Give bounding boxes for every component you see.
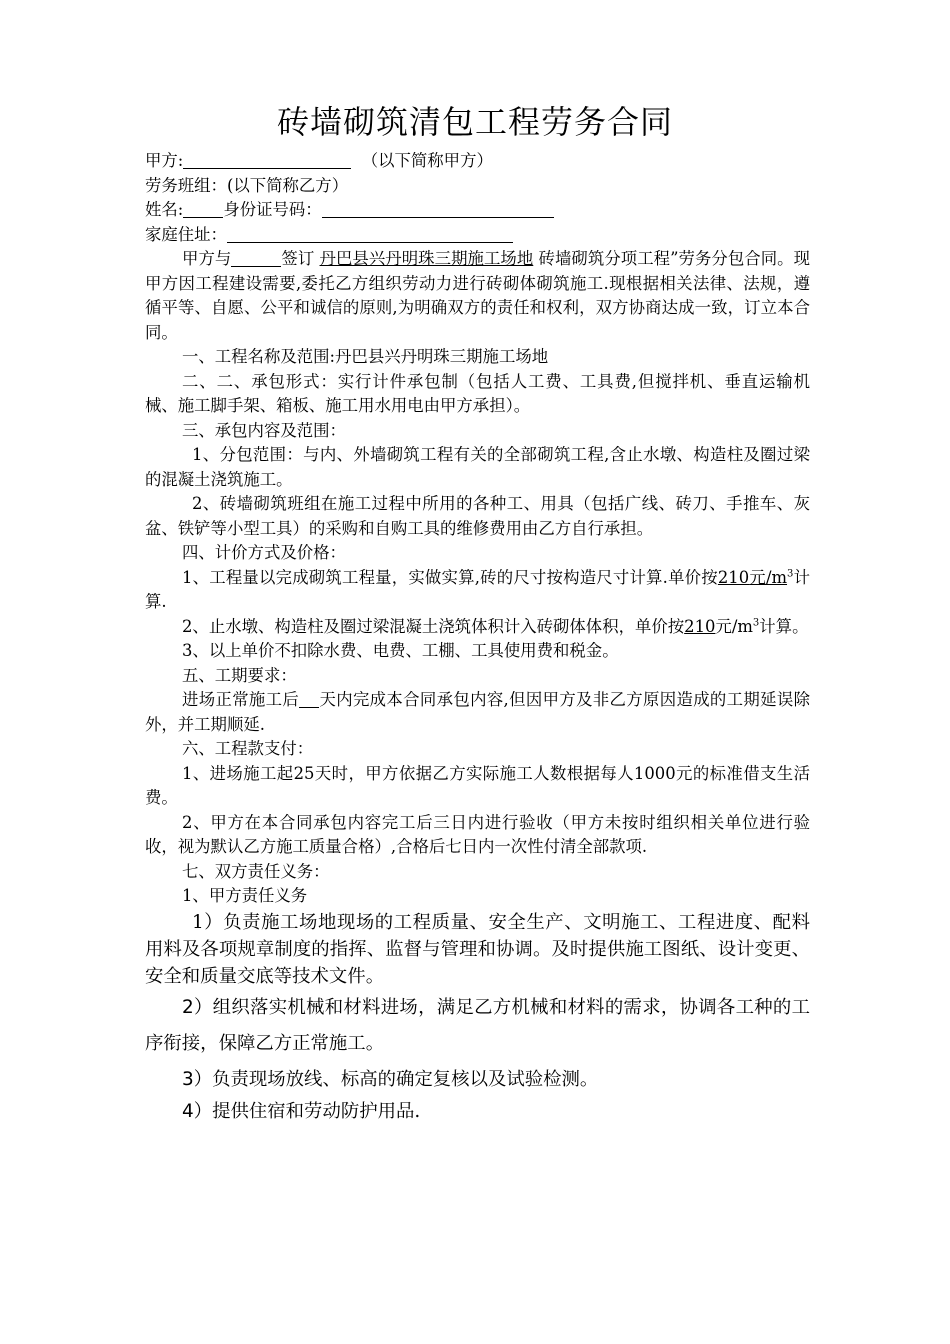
- item-4-text: ）提供住宿和劳动防护用品.: [193, 1100, 421, 1122]
- section-6: 六、工程款支付：: [182, 739, 314, 758]
- intro-paragraph: [145, 247, 810, 345]
- section-6-2: 2、甲方在本合同承包内容完工后三日内进行验收（甲方未按时组织相关单位进行验收，视为默认乙方施工质量合格）,合格后七日内一次性付清全部款项.: [145, 812, 810, 856]
- item-4-number: 4: [182, 1100, 194, 1122]
- section-3-1: 1、分包范围：与内、外墙砌筑工程有关的全部砌筑工程,含止水墩、构造柱及圈过梁的混凝土浇筑施工。: [145, 445, 810, 489]
- unit-1: 元/m: [749, 567, 788, 587]
- address-blank: [227, 224, 513, 243]
- section-7: 七、双方责任义务：: [182, 861, 330, 881]
- item-2-number: 2: [182, 996, 194, 1018]
- intro-blank: [231, 248, 281, 267]
- intro-part2: 签订: [281, 249, 315, 268]
- section-5: 五、工期要求：: [182, 665, 297, 685]
- contract-body: [145, 149, 810, 1125]
- section-4-3: 3、以上单价不扣除水费、电费、工棚、工具使用费和税金。: [182, 641, 619, 660]
- section-5-text-b: 天内完成本合同承包内容,但因甲方及非乙方原因造成的工期延误除外，并工期顺延.: [145, 690, 810, 734]
- section-4-1-end: 计算.: [145, 567, 810, 611]
- address-line: [145, 223, 810, 248]
- unit-price-2: 210: [684, 616, 716, 636]
- section-4-2-end: 计算。: [759, 616, 809, 636]
- section-5-text-a: 进场正常施工后: [182, 690, 300, 709]
- section-3: 三、承包内容及范围：: [182, 420, 346, 440]
- party-b-suffix: (以下简称乙方）: [226, 175, 349, 195]
- section-7-1-2: [145, 990, 810, 1062]
- party-b-label: 劳务班组：: [145, 175, 227, 195]
- section-7-1-1: 1）负责施工场地现场的工程质量、安全生产、文明施工、工程进度、配料用料及各项规章制度的指挥、监督与管理和协调。及时提供施工图纸、设计变更、安全和质量交底等技术文件。: [145, 911, 810, 987]
- section-4-2-text: 2、止水墩、构造柱及圈过梁混凝土浇筑体积计入砖砌体体积，单价按: [182, 616, 685, 636]
- section-1: 一、工程名称及范围:丹巴县兴丹明珠三期施工场地: [182, 347, 549, 366]
- intro-part3: 砖墙砌筑分项工程”劳务分包合同。现甲方因工程建设需要,委托乙方组织劳动力进行砖砌体砌筑施工.现根据相关法律、法规，遵循平等、自愿、公平和诚信的原则,为明确双方的责任和权利，双方协商达成一致，订立本合同。: [145, 249, 810, 342]
- section-7-1: 1、甲方责任义务: [182, 886, 308, 905]
- unit-2-exponent: 3: [752, 617, 760, 629]
- party-a-suffix: （以下简称甲方）: [361, 151, 493, 170]
- id-blank: [322, 199, 554, 218]
- section-6-1: 1、进场施工起25天时，甲方依据乙方实际施工人数根据每人1000元的标准借支生活费。: [145, 763, 810, 807]
- section-4-1-text: 1、工程量以完成砌筑工程量，实做实算,砖的尺寸按构造尺寸计算.单价按: [182, 567, 718, 587]
- party-a-blank: [183, 150, 351, 169]
- id-label: 身份证号码：: [223, 200, 322, 219]
- party-a-line: [145, 149, 810, 174]
- section-2: 二、二、承包形式：实行计件承包制（包括人工费、工具费,但搅拌机、垂直运输机械、施工脚手架、箱板、施工用水用电由甲方承担）。: [145, 371, 810, 415]
- unit-1-exponent: 3: [787, 568, 794, 580]
- section-4-1: [145, 566, 810, 615]
- section-3-2: 2、砖墙砌筑班组在施工过程中所用的各种工、用具（包括广线、砖刀、手推车、灰盆、铁铲等小型工具）的采购和自购工具的维修费用由乙方自行承担。: [145, 494, 810, 538]
- name-id-line: [145, 198, 810, 223]
- section-5-text: [145, 688, 810, 737]
- party-b-line: [145, 174, 810, 199]
- item-3-text: ）负责现场放线、标高的确定复核以及试验检测。: [193, 1068, 599, 1090]
- section-4: 四、计价方式及价格：: [182, 543, 346, 562]
- item-2-text: ）组织落实机械和材料进场，满足乙方机械和材料的需求，协调各工种的工序衔接，保障乙方正常施工。: [145, 996, 810, 1054]
- unit-2: 元/m: [715, 616, 753, 636]
- intro-part1: 甲方与: [182, 249, 232, 268]
- section-7-1-4: [145, 1098, 810, 1125]
- days-blank: [299, 689, 319, 708]
- page-title: 砖墙砌筑清包工程劳务合同: [276, 103, 673, 141]
- unit-price-1: 210: [717, 567, 750, 587]
- section-7-1-3: [145, 1062, 810, 1098]
- name-blank: [183, 199, 223, 218]
- item-3-number: 3: [182, 1068, 194, 1090]
- name-label: 姓名:: [145, 200, 184, 219]
- party-a-label: 甲方:: [145, 151, 184, 170]
- project-site: 丹巴县兴丹明珠三期施工场地: [319, 249, 534, 268]
- address-label: 家庭住址：: [145, 224, 227, 244]
- section-4-2: [145, 615, 810, 640]
